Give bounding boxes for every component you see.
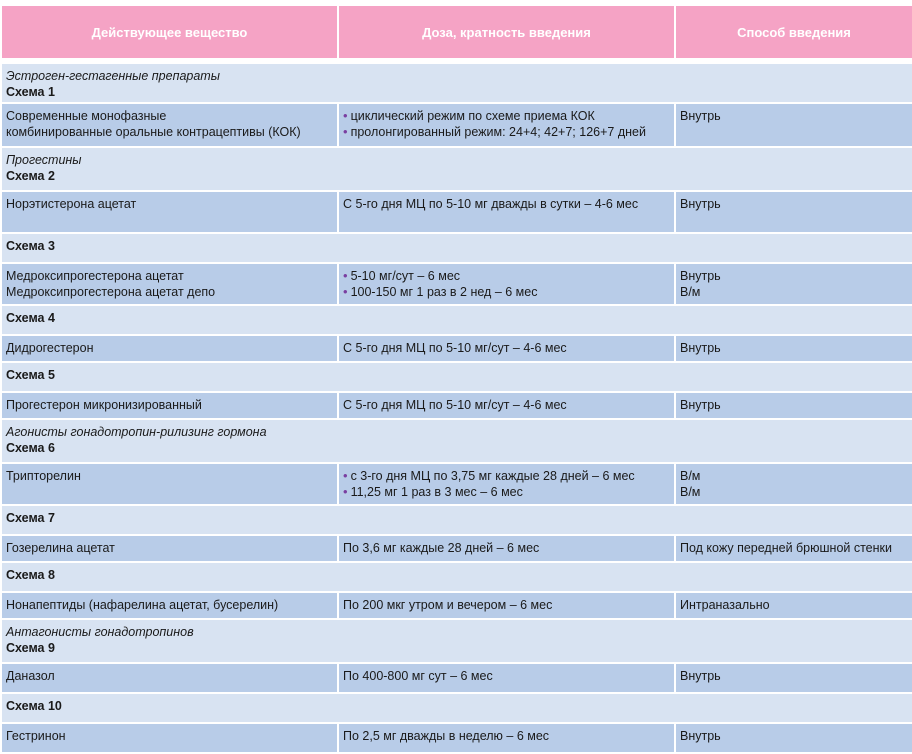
dose-line: • 5-10 мг/сут – 6 мес xyxy=(343,268,669,284)
route-cell xyxy=(675,335,912,362)
scheme-group-row xyxy=(1,562,912,592)
scheme-group-cell xyxy=(1,419,912,463)
substance-cell xyxy=(1,723,338,753)
scheme-group-row xyxy=(1,147,912,191)
drug-category: Агонисты гонадотропин-рилизинг гормона xyxy=(6,425,267,439)
drug-category: Прогестины xyxy=(6,153,82,167)
dose-line: • 100-150 мг 1 раз в 2 нед – 6 мес xyxy=(343,284,669,300)
scheme-group-cell xyxy=(1,693,912,723)
dose-cell xyxy=(338,392,675,419)
route-line: Внутрь xyxy=(680,398,721,412)
route-line: Интраназально xyxy=(680,598,770,612)
substance-line: Даназол xyxy=(6,669,55,683)
route-cell xyxy=(675,263,912,305)
scheme-label: Схема 1 xyxy=(6,85,55,99)
dose-cell xyxy=(338,263,675,305)
drug-category: Эстроген-гестагенные препараты xyxy=(6,69,220,83)
route-line: Внутрь xyxy=(680,341,721,355)
substance-line: Гозерелина ацетат xyxy=(6,541,115,555)
scheme-group-cell xyxy=(1,305,912,335)
route-cell xyxy=(675,592,912,619)
scheme-group-row xyxy=(1,419,912,463)
substance-line: комбинированные оральные контрацептивы (КОК) xyxy=(6,125,301,139)
substance-cell xyxy=(1,535,338,562)
header-row xyxy=(1,3,912,61)
scheme-group-cell xyxy=(1,362,912,392)
scheme-label: Схема 10 xyxy=(6,699,62,713)
substance-line: Гестринон xyxy=(6,729,66,743)
scheme-group-row xyxy=(1,362,912,392)
route-cell xyxy=(675,463,912,505)
dose-line: По 200 мкг утром и вечером – 6 мес xyxy=(343,598,553,612)
substance-line: Дидрогестерон xyxy=(6,341,94,355)
table-row xyxy=(1,263,912,305)
route-cell xyxy=(675,535,912,562)
substance-line: Прогестерон микронизированный xyxy=(6,398,202,412)
scheme-group-cell xyxy=(1,562,912,592)
route-line: В/м xyxy=(680,485,701,499)
dose-line: С 5-го дня МЦ по 5-10 мг дважды в сутки – 4-6 мес xyxy=(343,197,639,211)
substance-cell xyxy=(1,463,338,505)
substance-cell xyxy=(1,103,338,147)
dose-line: По 2,5 мг дважды в неделю – 6 мес xyxy=(343,729,550,743)
dose-cell xyxy=(338,191,675,233)
dose-line: • циклический режим по схеме приема КОК xyxy=(343,108,669,124)
dose-cell xyxy=(338,335,675,362)
scheme-group-cell xyxy=(1,233,912,263)
route-line: Внутрь xyxy=(680,269,721,283)
substance-cell xyxy=(1,663,338,693)
route-line: Внутрь xyxy=(680,729,721,743)
substance-cell xyxy=(1,392,338,419)
table-row xyxy=(1,535,912,562)
substance-line: Нонапептиды (нафарелина ацетат, бусерелин) xyxy=(6,598,279,612)
substance-cell xyxy=(1,263,338,305)
drug-category: Антагонисты гонадотропинов xyxy=(6,625,194,639)
table-row xyxy=(1,663,912,693)
scheme-group-cell xyxy=(1,61,912,103)
table-row xyxy=(1,103,912,147)
header-dose: Доза, кратность введения xyxy=(338,3,675,61)
scheme-group-row xyxy=(1,61,912,103)
table-row xyxy=(1,191,912,233)
dose-cell xyxy=(338,103,675,147)
route-line: Внутрь xyxy=(680,669,721,683)
substance-line: Современные монофазные xyxy=(6,109,167,123)
dose-line: С 5-го дня МЦ по 5-10 мг/сут – 4-6 мес xyxy=(343,398,567,412)
route-cell xyxy=(675,663,912,693)
scheme-group-row xyxy=(1,233,912,263)
dose-cell xyxy=(338,592,675,619)
scheme-group-cell xyxy=(1,505,912,535)
header-route: Способ введения xyxy=(675,3,912,61)
scheme-label: Схема 2 xyxy=(6,169,55,183)
route-cell xyxy=(675,392,912,419)
scheme-label: Схема 7 xyxy=(6,511,55,525)
scheme-label: Схема 9 xyxy=(6,641,55,655)
scheme-label: Схема 5 xyxy=(6,368,55,382)
route-line: Внутрь xyxy=(680,109,721,123)
dose-line: С 5-го дня МЦ по 5-10 мг/сут – 4-6 мес xyxy=(343,341,567,355)
scheme-group-row xyxy=(1,305,912,335)
route-line: В/м xyxy=(680,285,701,299)
scheme-label: Схема 6 xyxy=(6,441,55,455)
dose-line: По 3,6 мг каждые 28 дней – 6 мес xyxy=(343,541,540,555)
dose-line: • с 3-го дня МЦ по 3,75 мг каждые 28 дней – 6 мес xyxy=(343,468,669,484)
dose-cell xyxy=(338,535,675,562)
scheme-group-row xyxy=(1,619,912,663)
dose-line: • пролонгированный режим: 24+4; 42+7; 126+7 дней xyxy=(343,124,669,140)
table-row xyxy=(1,723,912,753)
scheme-label: Схема 3 xyxy=(6,239,55,253)
scheme-label: Схема 4 xyxy=(6,311,55,325)
dose-line: По 400-800 мг сут – 6 мес xyxy=(343,669,493,683)
route-line: В/м xyxy=(680,469,701,483)
substance-cell xyxy=(1,592,338,619)
dose-cell xyxy=(338,463,675,505)
scheme-group-row xyxy=(1,693,912,723)
substance-line: Медроксипрогестерона ацетат депо xyxy=(6,285,216,299)
route-line: Внутрь xyxy=(680,197,721,211)
table-row xyxy=(1,592,912,619)
dose-cell xyxy=(338,723,675,753)
substance-line: Трипторелин xyxy=(6,469,81,483)
scheme-group-cell xyxy=(1,147,912,191)
route-cell xyxy=(675,191,912,233)
substance-cell xyxy=(1,335,338,362)
table-row xyxy=(1,392,912,419)
header-substance: Действующее вещество xyxy=(1,3,338,61)
scheme-group-row xyxy=(1,505,912,535)
scheme-label: Схема 8 xyxy=(6,568,55,582)
route-cell xyxy=(675,723,912,753)
route-line: Под кожу передней брюшной стенки xyxy=(680,541,892,555)
table-row xyxy=(1,463,912,505)
table-row xyxy=(1,335,912,362)
substance-line: Норэтистерона ацетат xyxy=(6,197,137,211)
dose-line: • 11,25 мг 1 раз в 3 мес – 6 мес xyxy=(343,484,669,500)
substance-line: Медроксипрогестерона ацетат xyxy=(6,269,184,283)
dose-cell xyxy=(338,663,675,693)
substance-cell xyxy=(1,191,338,233)
route-cell xyxy=(675,103,912,147)
scheme-group-cell xyxy=(1,619,912,663)
